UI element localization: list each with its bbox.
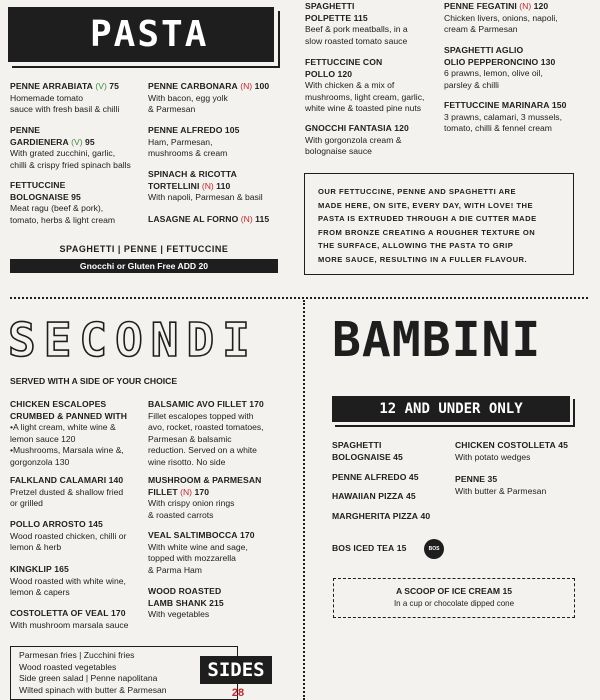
menu-item: SPAGHETTI POLPETTE 115 Beef & pork meatballs, in a slow roasted tomato sauce [305, 1, 408, 46]
menu-item: PENNE GARDIENERA (V) 95 With grated zucchini, garlic, chilli & crispy fried spinach balls [10, 125, 131, 170]
menu-item: PENNE ARRABIATA (V) 75 Homemade tomato sauce with fresh basil & chilli [10, 81, 120, 114]
column-divider [303, 300, 305, 700]
menu-item: FETTUCCINE BOLOGNAISE 95 Meat ragu (beef & pork), tomato, herbs & light cream [10, 180, 116, 225]
secondi-subtitle: SERVED WITH A SIDE OF YOUR CHOICE [10, 376, 178, 386]
age-banner: 12 AND UNDER ONLY [332, 396, 570, 422]
pasta-info-box: OUR FETTUCCINE, PENNE AND SPAGHETTI ARE MADE HERE, ON SITE, EVERY DAY, WITH LOVE! THE PASTA IS EXTRUDED THROUGH A DIE CUTTER MADE FROM BRONZE CREATING A ROUGHER TEXTURE ON THE SURFACE, ALLOWING THE PASTA TO GRIP MORE SAUCE, RESULTING IN A FULLER FLAVOUR. [304, 173, 574, 275]
menu-item: FETTUCCINE CON POLLO 120 With chicken & a mix of mushrooms, light cream, garlic, white wine & toasted pine nuts [305, 57, 425, 113]
menu-item: POLLO ARROSTO 145 Wood roasted chicken, chilli or lemon & herb [10, 519, 127, 552]
menu-item: PENNE 35 With butter & Parmesan [455, 474, 547, 496]
menu-item: PENNE ALFREDO 45 [332, 472, 419, 482]
section-divider [10, 297, 588, 299]
ice-cream-desc: In a cup or chocolate dipped cone [393, 599, 515, 608]
menu-item: VEAL SALTIMBOCCA 170 With white wine and sage, topped with mozzarella & Parma Ham [148, 530, 255, 575]
menu-item: BALSAMIC AVO FILLET 170 Fillet escalopes topped with avo, rocket, roasted tomatoes, Parmesan & balsamic reduction. Served on a white wine risotto. No side [148, 399, 264, 467]
menu-item: COSTOLETTA OF VEAL 170 With mushroom marsala sauce [10, 608, 129, 630]
menu-item: CHICKEN COSTOLLETA 45 With potato wedges [455, 440, 568, 462]
menu-item: LASAGNE AL FORNO (N) 115 [148, 214, 270, 224]
menu-item: BOS ICED TEA 15 [332, 543, 407, 553]
menu-item: WOOD ROASTED LAMB SHANK 215 With vegetables [148, 586, 224, 619]
menu-item: MARGHERITA PIZZA 40 [332, 511, 431, 521]
ice-cream-box [333, 578, 575, 618]
menu-item: GNOCCHI FANTASIA 120 With gorgonzola cream & bolognaise sauce [305, 123, 409, 156]
page-number: 28 [231, 687, 245, 699]
secondi-title: SECONDI [8, 313, 258, 367]
bos-logo-icon: BOS [424, 539, 444, 559]
menu-item: SPINACH & RICOTTA TORTELLINI (N) 110 With napoli, Parmesan & basil [148, 169, 263, 202]
menu-item: PENNE CARBONARA (N) 100 With bacon, egg yolk & Parmesan [148, 81, 270, 114]
menu-item: KINGKLIP 165 Wood roasted with white wine, lemon & capers [10, 564, 126, 597]
menu-item: SPAGHETTI BOLOGNAISE 45 [332, 440, 403, 462]
menu-item: FALKLAND CALAMARI 140 Pretzel dusted & shallow fried or grilled [10, 475, 124, 508]
menu-item: HAWAIIAN PIZZA 45 [332, 491, 416, 501]
pasta-types: SPAGHETTI | PENNE | FETTUCCINE [59, 244, 229, 254]
menu-item: PENNE ALFREDO 105 Ham, Parmesan, mushrooms & cream [148, 125, 240, 158]
ice-cream-name: A SCOOP OF ICE CREAM 15 [395, 586, 513, 596]
sides-list: Parmesan fries | Zucchini fries Wood roasted vegetables Side green salad | Penne napolitana Wilted spinach with butter & Parmesan [19, 650, 167, 695]
gluten-free-banner: Gnocchi or Gluten Free ADD 20 [10, 259, 278, 273]
menu-item: PENNE FEGATINI (N) 120 Chicken livers, onions, napoli, cream & Parmesan [444, 1, 558, 34]
menu-item: SPAGHETTI AGLIO OLIO PEPPERONCINO 130 6 prawns, lemon, olive oil, parsley & chilli [444, 45, 556, 90]
menu-item: FETTUCCINE MARINARA 150 3 prawns, calamari, 3 mussels, tomato, chilli & fennel cream [444, 100, 567, 133]
pasta-title: PASTA [8, 7, 274, 62]
menu-item: CHICKEN ESCALOPES CRUMBED & PANNED WITH •A light cream, white wine & lemon sauce 120 •Mushrooms, Marsala wine &, gorgonzola 130 [10, 399, 127, 467]
menu-item: MUSHROOM & PARMESAN FILLET (N) 170 With crispy onion rings & roasted carrots [148, 475, 262, 520]
sides-title: SIDES [200, 656, 272, 684]
bambini-title: BAMBINI [332, 312, 542, 368]
